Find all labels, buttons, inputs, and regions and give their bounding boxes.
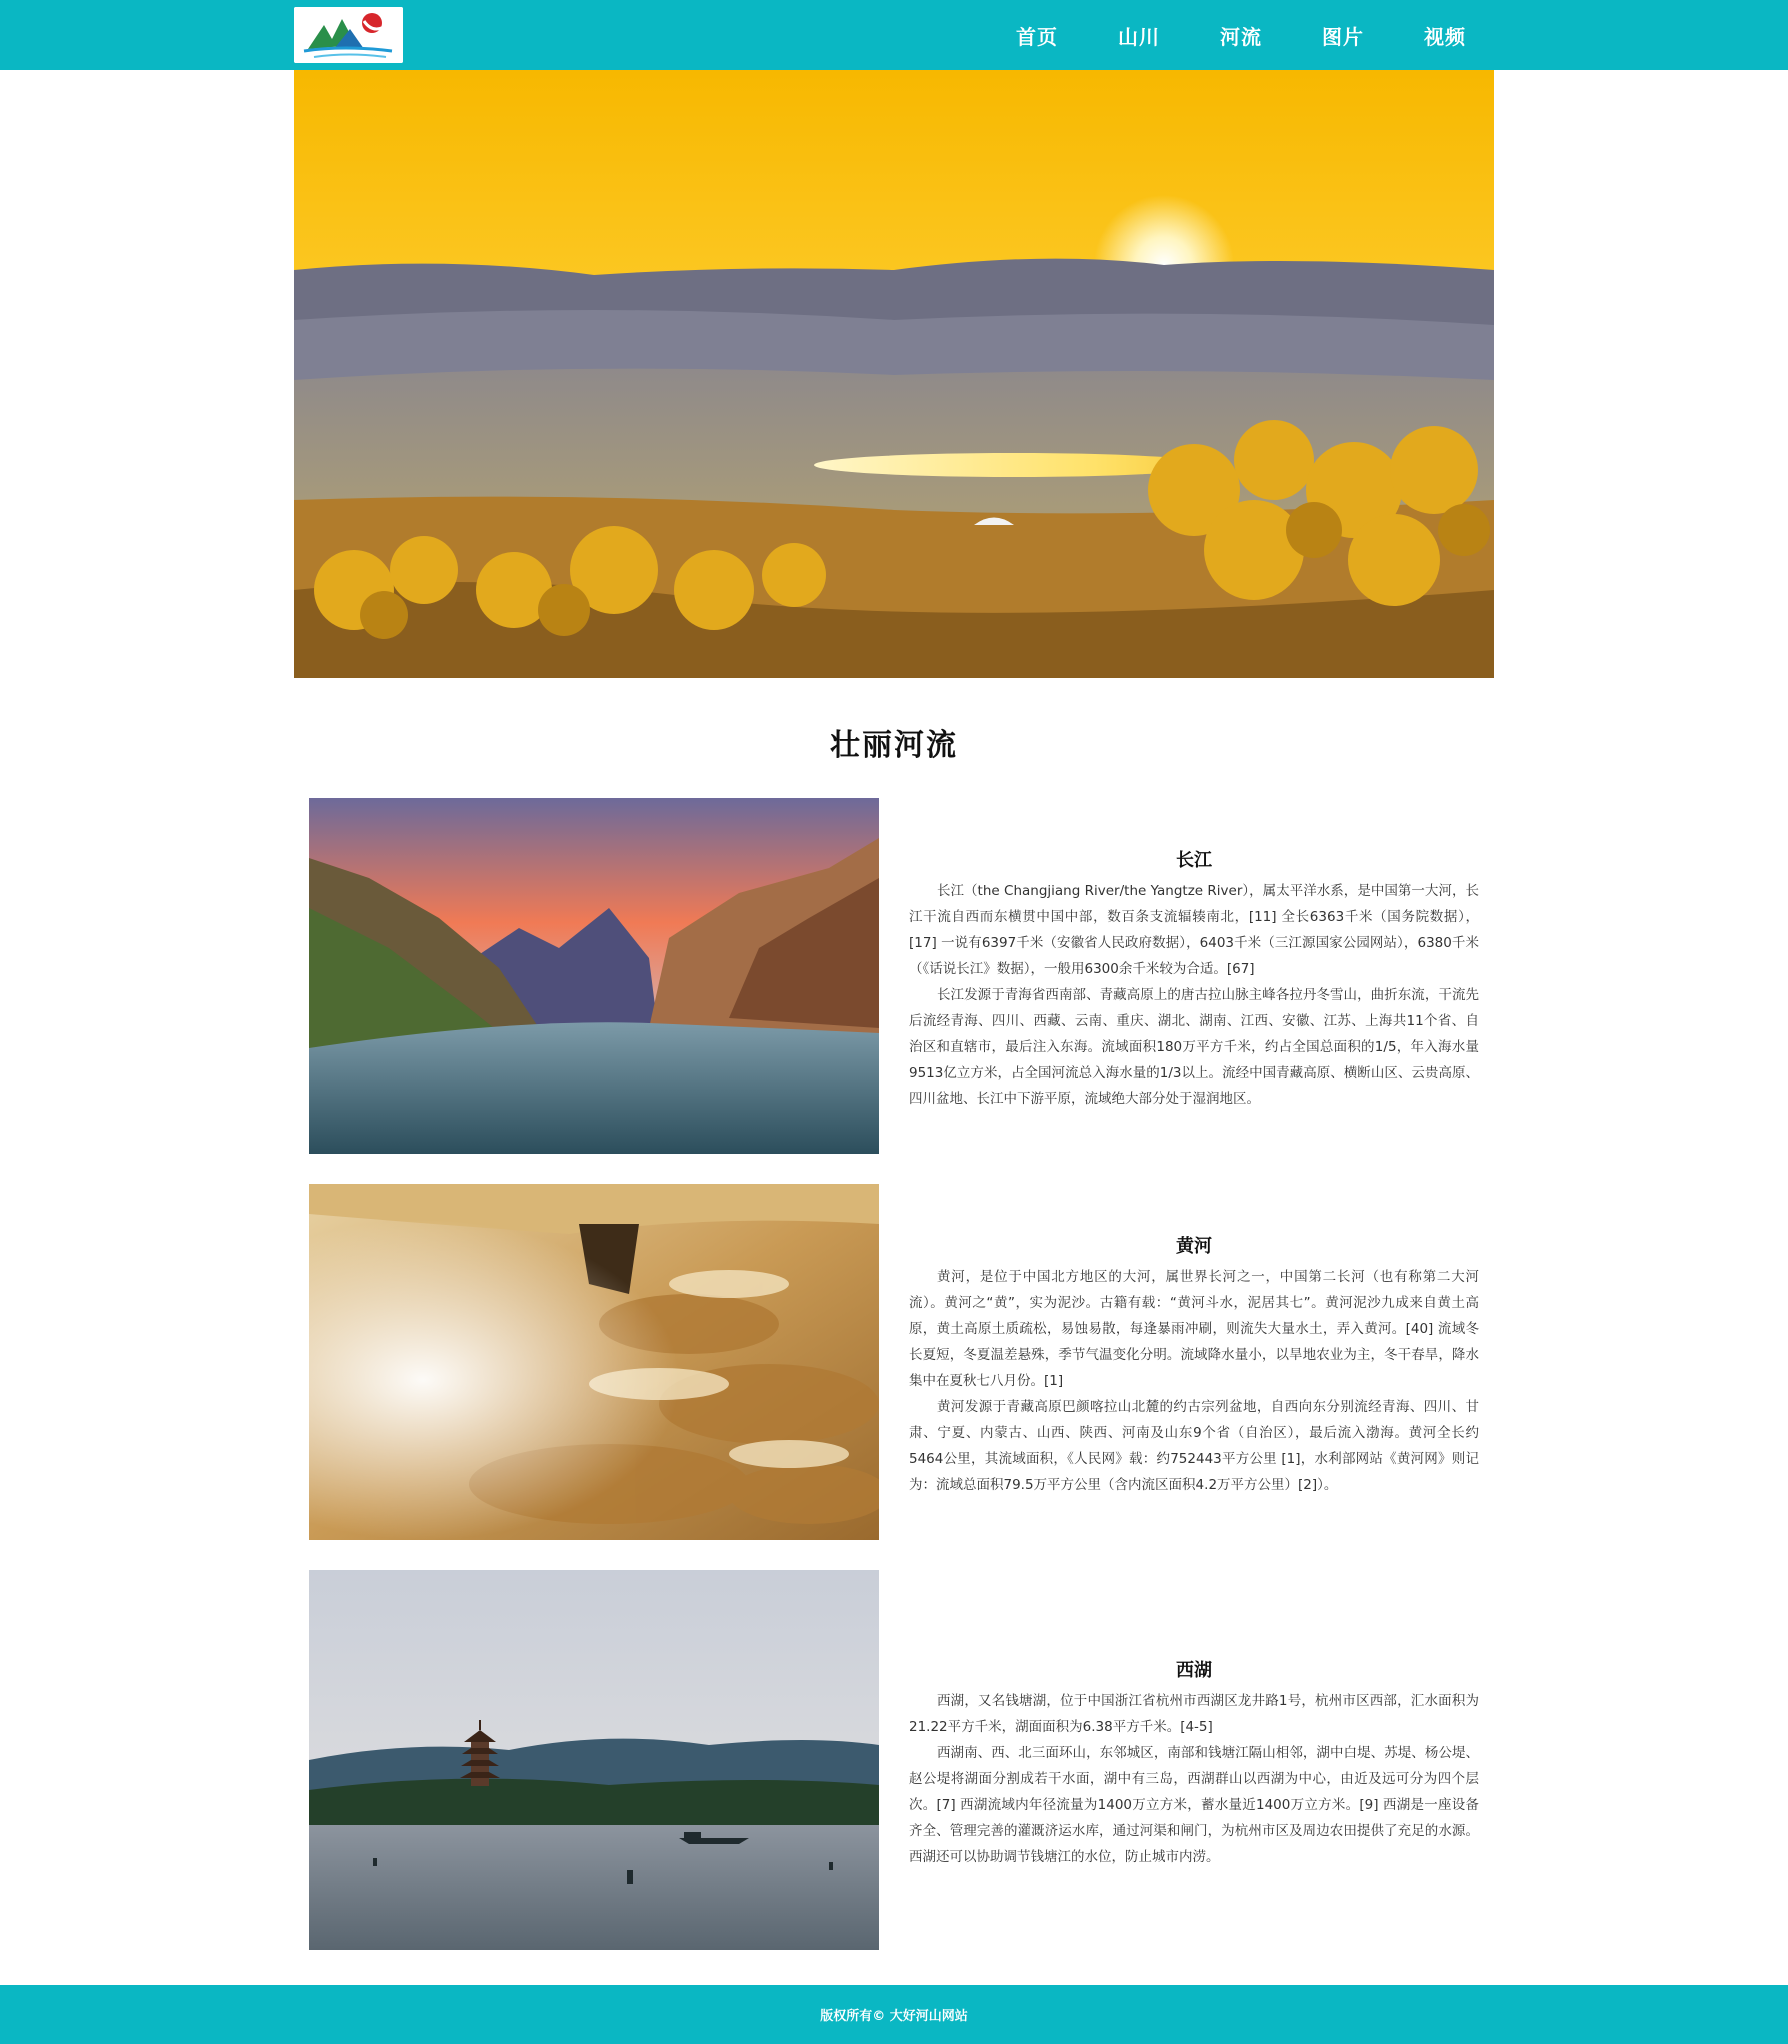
west-lake-photo <box>309 1570 879 1950</box>
mountain-logo-icon <box>294 7 403 63</box>
river-card-west-lake <box>309 1570 1479 1950</box>
river-paragraph: 西湖，又名钱塘湖，位于中国浙江省杭州市西湖区龙井路1号，杭州市区西部，汇水面积为21.22平方千米，湖面面积为6.38平方千米。[4-5] <box>909 1693 1479 1735</box>
footer <box>0 1985 1788 2044</box>
river-title: 黄河 <box>1176 1236 1212 1257</box>
yellow-river-photo <box>309 1184 879 1540</box>
river-title: 长江 <box>1176 850 1212 871</box>
river-paragraph: 西湖南、西、北三面环山，东邻城区，南部和钱塘江隔山相邻，湖中白堤、苏堤、杨公堤、赵公堤将湖面分割成若干水面，湖中有三岛，西湖群山以西湖为中心，由近及远可分为四个层次。[7] 西湖流域内年径流量为1400万立方米，蓄水量近1400万立方米。[9] 西湖是一座设备齐全、管理完善的灌溉济运水库，通过河渠和闸门，为杭州市区及周边农田提供了充足的水源。西湖还可以协助调节钱塘江的水位，防止城市内涝。 <box>909 1745 1479 1865</box>
nav-item-home[interactable]: 首页 <box>1016 24 1058 49</box>
site-logo[interactable] <box>294 7 403 63</box>
nav-item-pictures[interactable]: 图片 <box>1322 24 1364 49</box>
hero-banner-image <box>294 70 1494 678</box>
river-paragraph: 长江发源于青海省西南部、青藏高原上的唐古拉山脉主峰各拉丹冬雪山，曲折东流，干流先后流经青海、四川、西藏、云南、重庆、湖北、湖南、江西、安徽、江苏、上海共11个省、自治区和直辖市，最后注入东海。流域面积180万平方千米，约占全国总面积的1/5，年入海水量9513亿立方米，占全国河流总入海水量的1/3以上。流经中国青藏高原、横断山区、云贵高原、四川盆地、长江中下游平原，流域绝大部分处于湿润地区。 <box>909 987 1479 1107</box>
river-paragraph: 长江（the Changjiang River/the Yangtze River），属太平洋水系，是中国第一大河，长江干流自西而东横贯中国中部，数百条支流辐辏南北，[11] 全长6363千米（国务院数据），[17] 一说有6397千米（安徽省人民政府数据），6403千米（三江源国家公园网站），6380千米（《话说长江》数据），一般用6300余千米较为合适。[67] <box>909 883 1479 977</box>
west-lake-text <box>909 1656 1479 1870</box>
main-nav <box>956 0 1466 70</box>
yangtze-photo <box>309 798 879 1154</box>
yangtze-text <box>909 846 1479 1112</box>
nav-item-videos[interactable]: 视频 <box>1424 24 1466 49</box>
river-paragraph: 黄河，是位于中国北方地区的大河，属世界长河之一，中国第二长河（也有称第二大河流）。黄河之“黄”，实为泥沙。古籍有载：“黄河斗水，泥居其七”。黄河泥沙九成来自黄土高原，黄土高原土质疏松，易蚀易散，每逢暴雨冲刷，则流失大量水土，弄入黄河。[40] 流域冬长夏短，冬夏温差悬殊，季节气温变化分明。流域降水量小，以旱地农业为主，冬干春旱，降水集中在夏秋七八月份。[1] <box>909 1269 1479 1389</box>
top-nav-bar <box>0 0 1788 70</box>
yellow-river-text <box>909 1232 1479 1498</box>
nav-item-mountains[interactable]: 山川 <box>1118 24 1160 49</box>
river-paragraph: 黄河发源于青藏高原巴颜喀拉山北麓的约古宗列盆地，自西向东分别流经青海、四川、甘肃、宁夏、内蒙古、山西、陕西、河南及山东9个省（自治区），最后流入渤海。黄河全长约5464公里，其流域面积，《人民网》载：约752443平方公里 [1]，水利部网站《黄河网》则记为：流域总面积79.5万平方公里（含内流区面积4.2万平方公里）[2]）。 <box>909 1399 1479 1493</box>
nav-item-rivers[interactable]: 河流 <box>1220 24 1262 49</box>
section-title: 壮丽河流 <box>830 728 958 763</box>
river-card-yellow-river <box>309 1184 1479 1540</box>
river-card-yangtze <box>309 798 1479 1154</box>
river-title: 西湖 <box>1176 1660 1212 1681</box>
copyright-text: 版权所有© 大好河山网站 <box>820 2009 968 2024</box>
